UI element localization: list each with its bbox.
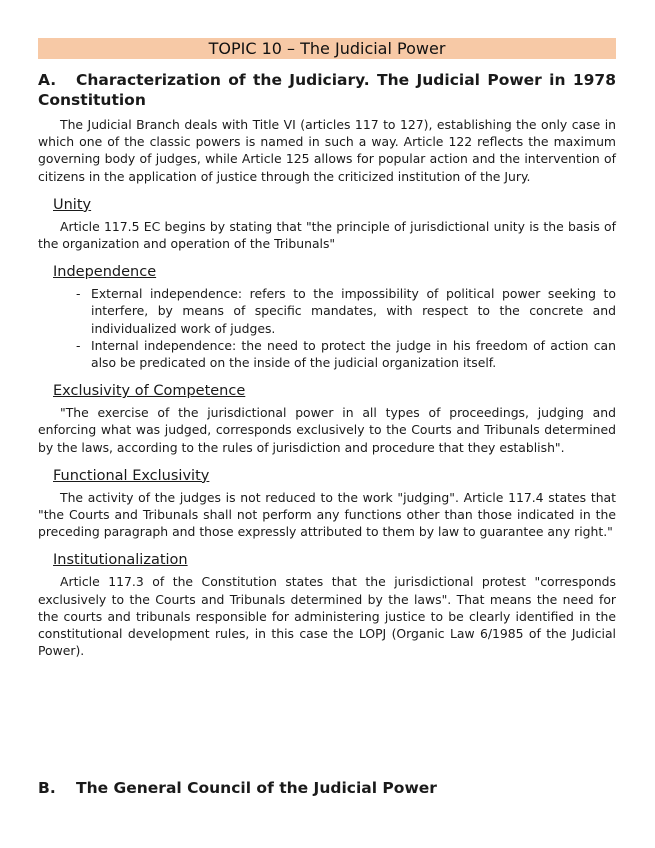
section-b-title: The General Council of the Judicial Power <box>76 779 437 797</box>
functional-heading: Functional Exclusivity <box>53 467 210 484</box>
bullet-dash: - <box>76 286 81 302</box>
section-a-intro: The Judicial Branch deals with Title VI (articles 117 to 127), establishing the only case in which one of the classic powers is named in such a way. Article 122 reflects the maximum governing body of judges, while Article 125 allows for popular action and the intervention of citizens in the application of justice through the criticized institution of the Jury. <box>38 117 616 184</box>
unity-heading: Unity <box>53 196 92 213</box>
institutionalization-text: Article 117.3 of the Constitution states that the jurisdictional protest "corresponds exclusively to the Courts and Tribunals determined by the laws". That means the need for the courts and tribunals responsible for administering justice to be clearly identified in the constitutional development rules, in this case the LOPJ (Organic Law 6/1985 of the Judicial Power). <box>38 574 616 659</box>
independence-list <box>38 285 616 371</box>
independence-heading: Independence <box>53 264 157 281</box>
list-item: - External independence: refers to the impossibility of political power seeking to interfere, by means of specific mandates, with respect to the concrete and individualized work of judges. <box>76 286 616 336</box>
exclusivity-heading: Exclusivity of Competence <box>53 383 246 400</box>
functional-text: The activity of the judges is not reduced to the work "judging". Article 117.4 states that "the Courts and Tribunals shall not perform any functions other than those indicated in the preceding paragraph and those expressly attributed to them by law to guarantee any right." <box>38 489 616 540</box>
bullet-dash: - <box>76 337 81 353</box>
document-page <box>38 38 616 669</box>
section-a-title: Characterization of the Judiciary. The Judicial Power in 1978 Constitution <box>38 71 616 109</box>
unity-text: Article 117.5 EC begins by stating that "the principle of jurisdictional unity is the basis of the organization and operation of the Tribunals" <box>38 218 616 252</box>
institutionalization-heading: Institutionalization <box>53 552 188 569</box>
section-b-heading <box>38 778 616 798</box>
topic-banner: TOPIC 10 – The Judicial Power <box>38 38 616 59</box>
exclusivity-text: "The exercise of the jurisdictional power in all types of proceedings, judging and enforcing what was judged, corresponds exclusively to the Courts and Tribunals determined by the laws, according to the rules of jurisdiction and procedure that they establish". <box>38 405 616 455</box>
section-a-letter: A. <box>38 71 57 89</box>
section-a-heading <box>38 70 616 110</box>
section-b-letter: B. <box>38 779 56 797</box>
list-item: - Internal independence: the need to protect the judge in his freedom of action can also be predicated on the inside of the judicial organization itself. <box>76 337 616 371</box>
